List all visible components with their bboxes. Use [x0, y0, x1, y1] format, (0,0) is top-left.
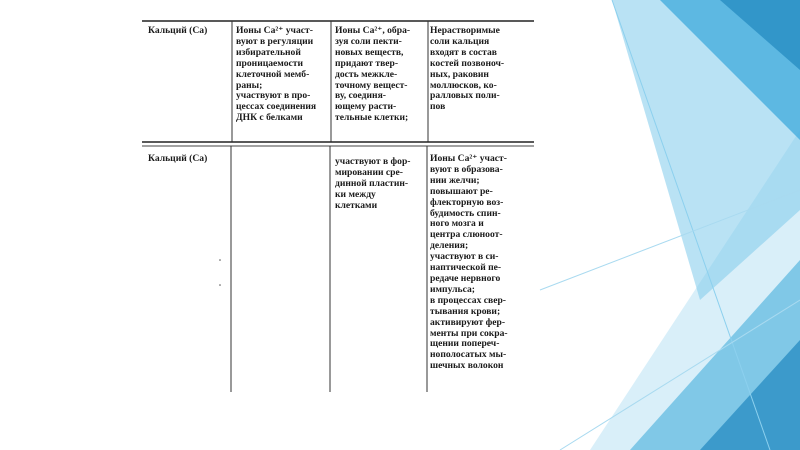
row1-element-cell: Кальций (Ca) — [148, 25, 208, 36]
row1-animal-function-cell: Нерастворимые соли кальция входят в состав костей позвоноч- ных, раковин моллюсков, ко- ралловых поли- пов — [430, 25, 505, 113]
row1-plant-function-cell: Ионы Ca²⁺, обра- зуя соли пекти- новых веществ, придают твер- дость межкле- точному вещест- ву, соединя- ющему расти- тельные клетки; — [335, 25, 411, 124]
row2-animal-function-cell: Ионы Ca²⁺ участ- вуют в образова- нии желчи; повышают ре- флекторную воз- будимость спин- ного мозга и центра слюноот- деления; участвуют в си- наптической пе- редаче нервного импульса; в процессах свер- тывания крови; активируют фер- менты при сокра- щении попереч- нополосатых мы- шечных волокон — [430, 153, 508, 372]
row2-plant-function-cell: участвуют в фор- мировании сре- динной пластин- ки между клетками — [335, 156, 411, 211]
row1-membrane-function-cell: Ионы Ca²⁺ участ- вуют в регуляции избирательной проницаемости клеточной мемб- раны; участвуют в про- цессах соединения ДНК с белками — [236, 25, 317, 124]
scanned-table — [142, 20, 534, 416]
row2-element-cell: Кальций (Ca) — [148, 153, 208, 164]
